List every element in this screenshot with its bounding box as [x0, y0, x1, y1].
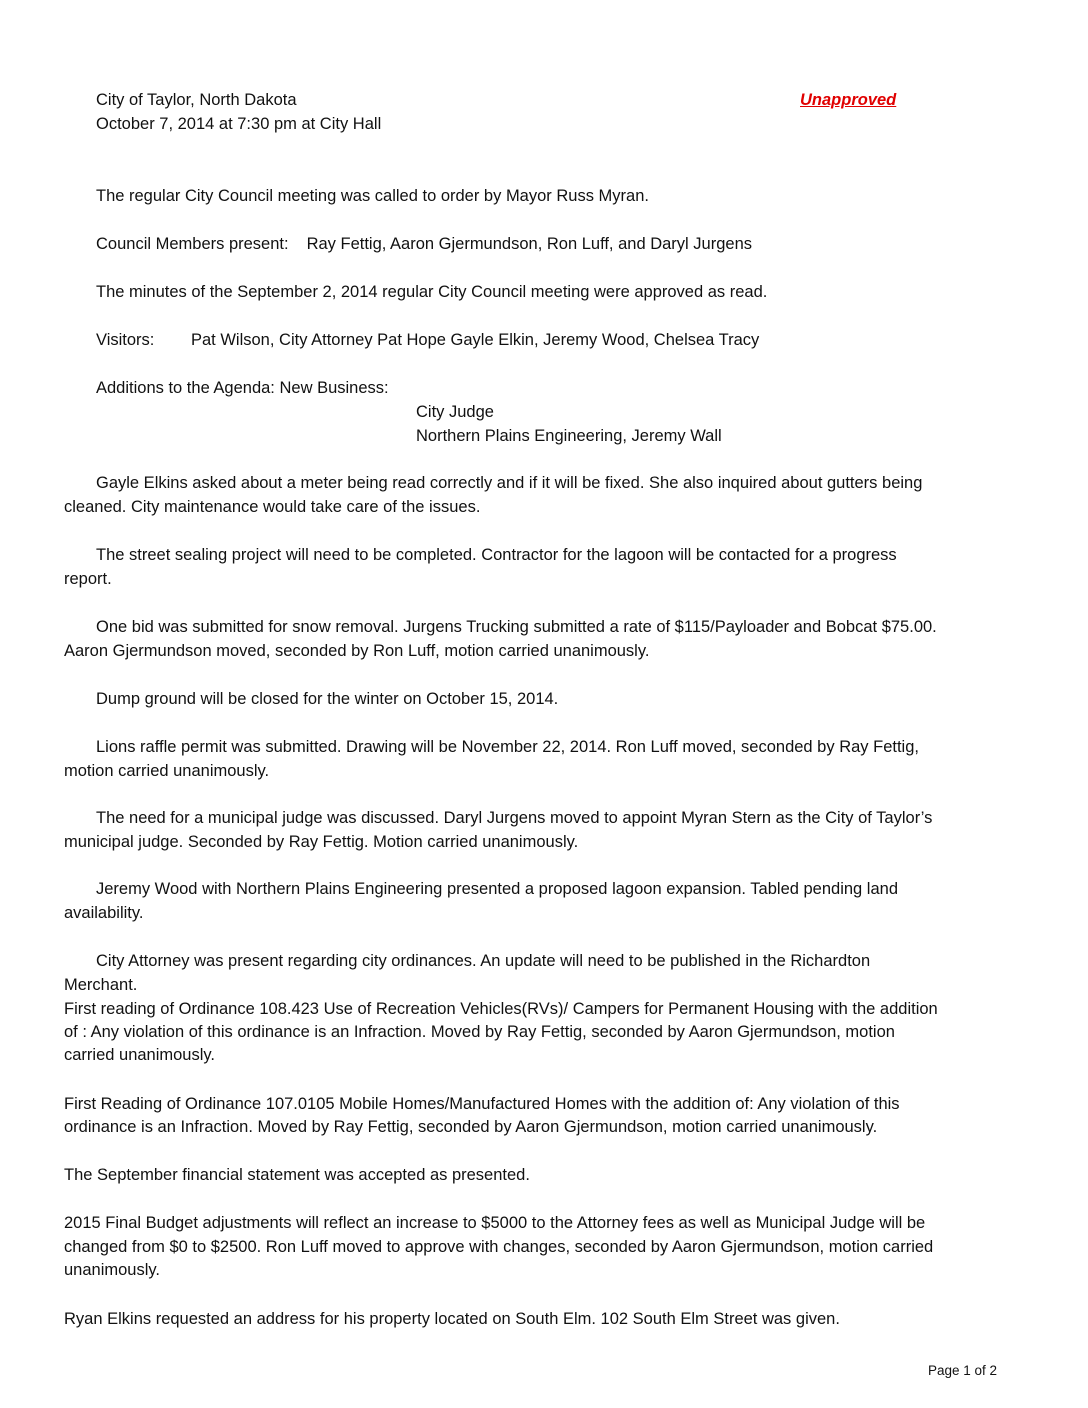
agenda-item: Northern Plains Engineering, Jeremy Wall — [416, 427, 722, 445]
paragraph-line: Merchant. — [64, 976, 138, 994]
visitors-names: Pat Wilson, City Attorney Pat Hope Gayle Elkin, Jeremy Wood, Chelsea Tracy — [191, 331, 760, 349]
call-to-order: The regular City Council meeting was called to order by Mayor Russ Myran. — [96, 187, 649, 205]
paragraph-line: The street sealing project will need to be completed. Contractor for the lagoon will be contacted for a progress — [96, 546, 897, 564]
paragraph-line: City Attorney was present regarding city ordinances. An update will need to be published in the Richardton — [96, 952, 871, 970]
council-members — [96, 232, 752, 256]
paragraph-line: Lions raffle permit was submitted. Drawing will be November 22, 2014. Ron Luff moved, seconded by Ray Fettig, — [96, 738, 919, 756]
paragraph-line: The need for a municipal judge was discussed. Daryl Jurgens moved to appoint Myran Stern as the City of Taylor’s — [96, 809, 933, 827]
paragraph-line: of : Any violation of this ordinance is an Infraction. Moved by Ray Fettig, seconded by Aaron Gjermundson, motion — [64, 1023, 895, 1041]
paragraph-line: Jeremy Wood with Northern Plains Engineering presented a proposed lagoon expansion. Tabled pending land — [96, 880, 899, 898]
paragraph-line: Gayle Elkins asked about a meter being read correctly and if it will be fixed. She also inquired about gutters being — [96, 474, 923, 492]
council-members-names: Ray Fettig, Aaron Gjermundson, Ron Luff, and Daryl Jurgens — [306, 235, 753, 253]
page-number: Page 1 of 2 — [928, 1363, 998, 1378]
paragraph-line: availability. — [64, 904, 144, 922]
paragraph-line: report. — [64, 570, 112, 588]
paragraph-line: ordinance is an Infraction. Moved by Ray Fettig, seconded by Aaron Gjermundson, motion carried unanimously. — [64, 1118, 878, 1136]
visitors-label: Visitors: — [96, 331, 155, 349]
council-members-label: Council Members present: — [96, 235, 289, 253]
paragraph-line: motion carried unanimously. — [64, 762, 270, 780]
paragraph-line: changed from $0 to $2500. Ron Luff moved to approve with changes, seconded by Aaron Gjermundson, motion carried — [64, 1238, 934, 1256]
paragraph-line: Ryan Elkins requested an address for his property located on South Elm. 102 South Elm Street was given. — [64, 1310, 840, 1328]
paragraph-line: First reading of Ordinance 108.423 Use of Recreation Vehicles(RVs)/ Campers for Permanent Housing with the addition — [64, 1000, 938, 1018]
paragraph-line: The September financial statement was accepted as presented. — [64, 1166, 530, 1184]
paragraph-line: cleaned. City maintenance would take care of the issues. — [64, 498, 481, 516]
paragraph-line: unanimously. — [64, 1261, 160, 1279]
agenda-item: City Judge — [416, 403, 494, 421]
agenda-additions-label: Additions to the Agenda: New Business: — [96, 379, 389, 397]
paragraph-line: municipal judge. Seconded by Ray Fettig. Motion carried unanimously. — [64, 833, 579, 851]
approval-status: Unapproved — [800, 91, 897, 109]
paragraph-line: carried unanimously. — [64, 1046, 216, 1064]
paragraph-line: Dump ground will be closed for the winter on October 15, 2014. — [96, 690, 559, 708]
paragraph-line: 2015 Final Budget adjustments will reflect an increase to $5000 to the Attorney fees as well as Municipal Judge will be — [64, 1214, 926, 1232]
minutes-approval: The minutes of the September 2, 2014 regular City Council meeting were approved as read. — [96, 283, 768, 301]
city-name: City of Taylor, North Dakota — [96, 91, 297, 109]
paragraph-line: First Reading of Ordinance 107.0105 Mobile Homes/Manufactured Homes with the addition of: Any violation of this — [64, 1095, 900, 1113]
paragraph-line: One bid was submitted for snow removal. Jurgens Trucking submitted a rate of $115/Payloader and Bobcat $75.00. — [96, 618, 937, 636]
meeting-datetime: October 7, 2014 at 7:30 pm at City Hall — [96, 115, 382, 133]
paragraph-line: Aaron Gjermundson moved, seconded by Ron Luff, motion carried unanimously. — [64, 642, 650, 660]
